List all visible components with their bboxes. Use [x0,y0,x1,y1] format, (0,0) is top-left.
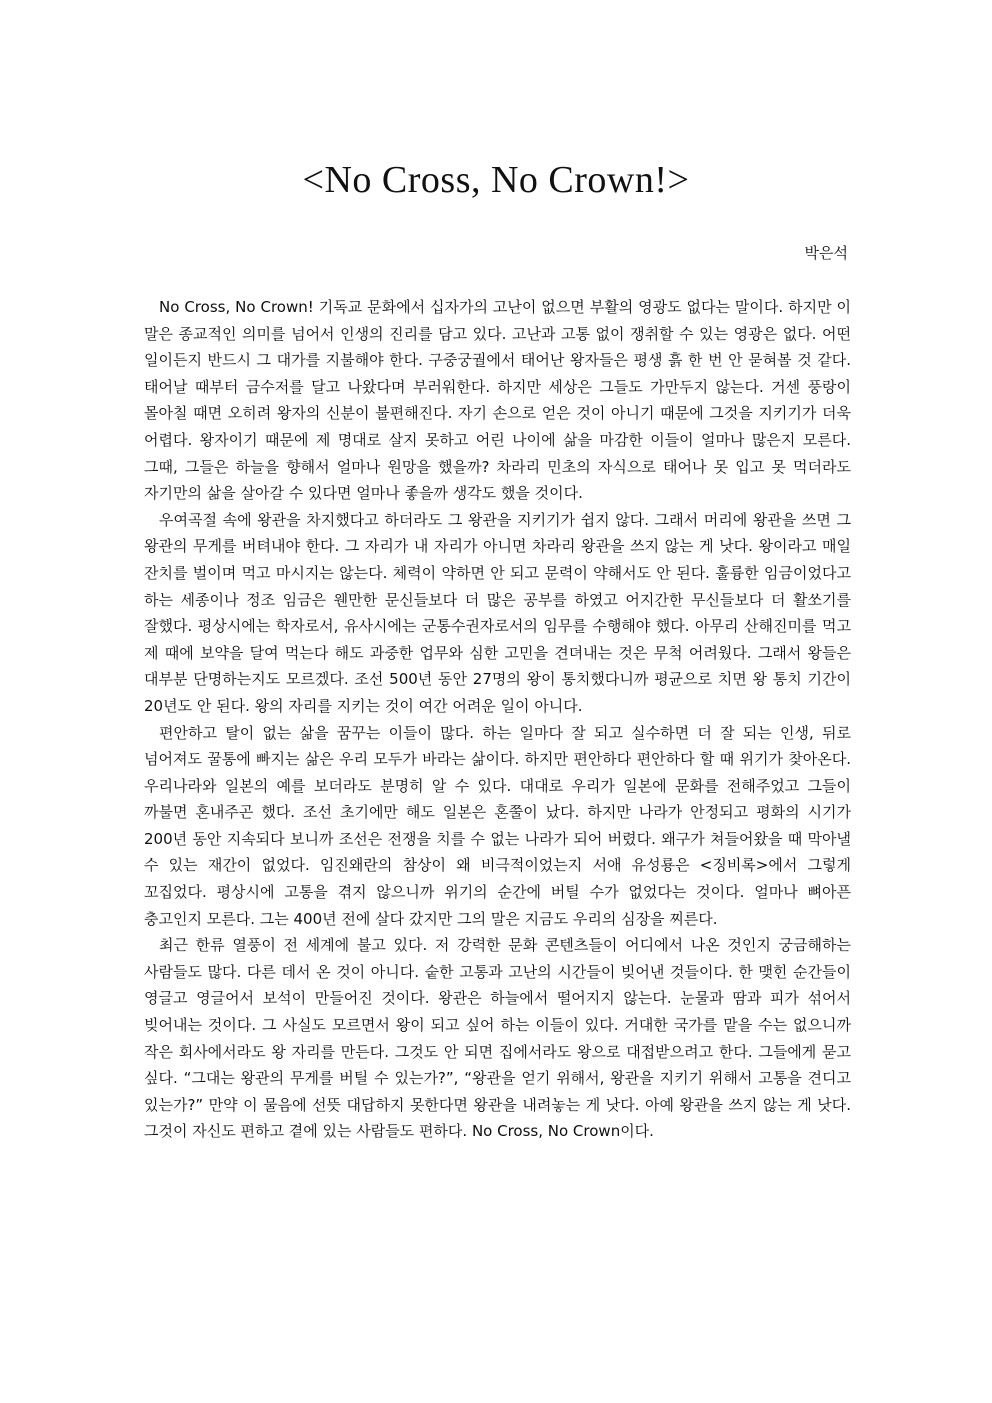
paragraph: No Cross, No Crown! 기독교 문화에서 십자가의 고난이 없으면 부활의 영광도 없다는 말이다. 하지만 이 말은 종교적인 의미를 넘어서 인생의 진리를 담고 있다. 고난과 고통 없이 쟁취할 수 있는 영광은 없다. 어떤 일이든지 반드시 그 대가를 지불해야 한다. 구중궁궐에서 태어난 왕자들은 평생 흙 한 번 안 묻혀볼 것 같다. 태어날 때부터 금수저를 달고 나왔다며 부러워한다. 하지만 세상은 그들도 가만두지 않는다. 거센 풍랑이 몰아칠 때면 오히려 왕자의 신분이 불편해진다. 자기 손으로 얻은 것이 아니기 때문에 그것을 지키기가 더욱 어렵다. 왕자이기 때문에 제 명대로 살지 못하고 어린 나이에 삶을 마감한 이들이 얼마나 많은지 모른다. 그때, 그들은 하늘을 향해서 얼마나 원망을 했을까? 차라리 민초의 자식으로 태어나 못 입고 못 먹더라도 자기만의 삶을 살아갈 수 있다면 얼마나 좋을까 생각도 했을 것이다. [144,298,851,503]
document-body [144,294,851,1145]
document-author: 박은석 [804,244,848,262]
paragraph: 편안하고 탈이 없는 삶을 꿈꾸는 이들이 많다. 하는 일마다 잘 되고 실수하면 더 잘 되는 인생, 뒤로 넘어져도 꿀통에 빠지는 삶은 우리 모두가 바라는 삶이다. 하지만 편안하다 편안하다 할 때 위기가 찾아온다. 우리나라와 일본의 예를 보더라도 분명히 알 수 있다. 대대로 우리가 일본에 문화를 전해주었고 그들이 까불면 혼내주곤 했다. 조선 초기에만 해도 일본은 혼쭐이 났다. 하지만 나라가 안정되고 평화의 시기가 200년 동안 지속되다 보니까 조선은 전쟁을 치를 수 없는 나라가 되어 버렸다. 왜구가 쳐들어왔을 때 막아낼 수 있는 재간이 없었다. 임진왜란의 참상이 왜 비극적이었는지 서애 유성룡은 <징비록>에서 그렇게 꼬집었다. 평상시에 고통을 겪지 않으니까 위기의 순간에 버틸 수가 없었다는 것이다. 얼마나 뼈아픈 충고인지 모른다. 그는 400년 전에 살다 갔지만 그의 말은 지금도 우리의 심장을 찌른다. [144,723,851,928]
paragraph: 우여곡절 속에 왕관을 차지했다고 하더라도 그 왕관을 지키기가 쉽지 않다. 그래서 머리에 왕관을 쓰면 그 왕관의 무게를 버텨내야 한다. 그 자리가 내 자리가 아니면 차라리 왕관을 쓰지 않는 게 낫다. 왕이라고 매일 잔치를 벌이며 먹고 마시지는 않는다. 체력이 약하면 안 되고 문력이 약해서도 안 된다. 훌륭한 임금이었다고 하는 세종이나 정조 임금은 웬만한 문신들보다 더 많은 공부를 하였고 어지간한 무신들보다 더 활쏘기를 잘했다. 평상시에는 학자로서, 유사시에는 군통수권자로서의 임무를 수행해야 했다. 아무리 산해진미를 먹고 제 때에 보약을 달여 먹는다 해도 과중한 업무와 심한 고민을 견뎌내는 것은 무척 어려웠다. 그래서 왕들은 대부분 단명하는지도 모르겠다. 조선 500년 동안 27명의 왕이 통치했다니까 평균으로 치면 왕 통치 기간이 20년도 안 된다. 왕의 자리를 지키는 것이 여간 어려운 일이 아니다. [144,510,851,715]
paragraph: 최근 한류 열풍이 전 세계에 불고 있다. 저 강력한 문화 콘텐츠들이 어디에서 나온 것인지 궁금해하는 사람들도 많다. 다른 데서 온 것이 아니다. 숱한 고통과 고난의 시간들이 빚어낸 것들이다. 한 맺힌 순간들이 영글고 영글어서 보석이 만들어진 것이다. 왕관은 하늘에서 떨어지지 않는다. 눈물과 땀과 피가 섞어서 빚어내는 것이다. 그 사실도 모르면서 왕이 되고 싶어 하는 이들이 있다. 거대한 국가를 맡을 수는 없으니까 작은 회사에서라도 왕 자리를 만든다. 그것도 안 되면 집에서라도 왕으로 대접받으려고 한다. 그들에게 묻고 싶다. “그대는 왕관의 무게를 버틸 수 있는가?”, “왕관을 얻기 위해서, 왕관을 지키기 위해서 고통을 견디고 있는가?” 만약 이 물음에 선뜻 대답하지 못한다면 왕관을 내려놓는 게 낫다. 아예 왕관을 쓰지 않는 게 낫다. 그것이 자신도 편하고 곁에 있는 사람들도 편하다. No Cross, No Crown이다. [144,936,851,1141]
document-title: <No Cross, No Crown!> [302,159,690,201]
